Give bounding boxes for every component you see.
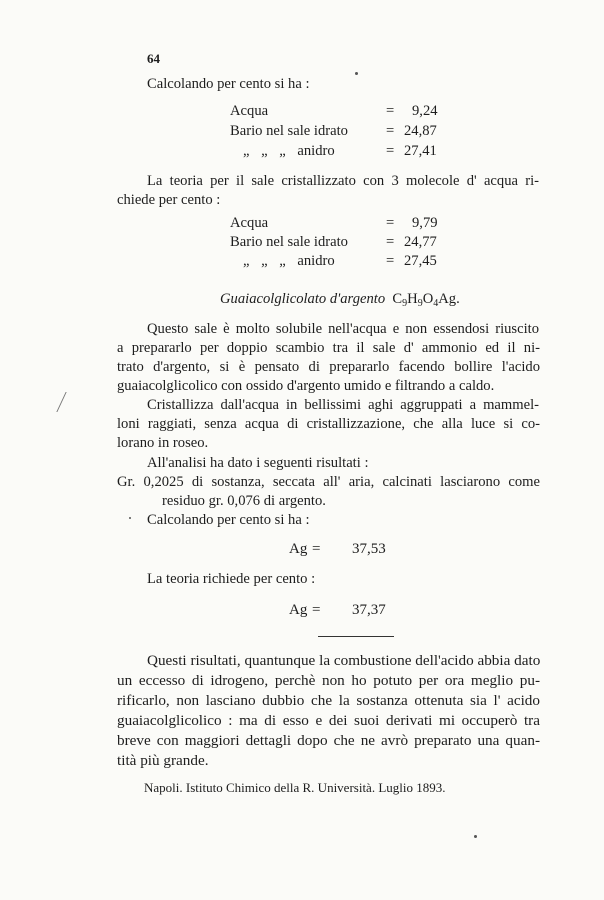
formula: $C_9H_9O_4Ag$. bbox=[392, 291, 460, 309]
found-equals: = bbox=[312, 541, 321, 557]
row-value: 27,41 bbox=[404, 143, 437, 159]
theory-line-2: chiede per cento : bbox=[117, 192, 221, 208]
paragraph-line: Questi risultati, quantunque la combustione dell'acido abbia dato bbox=[147, 652, 541, 669]
paragraph-line: trato d'argento, si è pensato di prepararlo facendo bollire l'acido bbox=[117, 359, 540, 375]
row-value: 24,87 bbox=[404, 123, 437, 139]
row-equals: = bbox=[386, 253, 395, 269]
calc-intro-2: Calcolando per cento si ha : bbox=[147, 512, 310, 528]
theory-equals: = bbox=[312, 602, 321, 618]
compound-heading bbox=[220, 290, 460, 313]
found-value: 37,53 bbox=[352, 541, 386, 557]
compound-name: Guaiacolglicolato d'argento bbox=[220, 291, 386, 307]
theory-intro: La teoria richiede per cento : bbox=[147, 571, 316, 587]
row-equals: = bbox=[386, 123, 395, 139]
row-label: Bario nel sale idrato bbox=[230, 234, 348, 250]
paragraph-line: Cristallizza dall'acqua in bellissimi aghi aggruppati a mammel- bbox=[147, 397, 539, 413]
row-equals: = bbox=[386, 234, 395, 250]
paragraph-line: guaiacolglicolico : ma di esso e dei suoi derivati mi occuperò tra bbox=[117, 712, 540, 729]
theory-label: Ag bbox=[289, 602, 308, 618]
scan-speck bbox=[129, 517, 131, 519]
paragraph-line: rificarlo, non lasciano dubbio che la sostanza ottenuta sia l' acido bbox=[117, 692, 540, 709]
signature-line: Napoli. Istituto Chimico della R. Università. Luglio 1893. bbox=[144, 780, 446, 795]
analysis-line-2: residuo gr. 0,076 di argento. bbox=[162, 493, 326, 509]
calc-intro: Calcolando per cento si ha : bbox=[147, 76, 310, 92]
row-label: Acqua bbox=[230, 215, 269, 231]
row-equals: = bbox=[386, 103, 395, 119]
paragraph-line: breve con maggiori dettagli dopo che ne avrò preparato una quan- bbox=[117, 732, 540, 749]
theory-line-1: La teoria per il sale cristallizzato con 3 molecole d' acqua ri- bbox=[147, 173, 539, 189]
paragraph-line: loni raggiati, senza acqua di cristallizzazione, che alla luce si co- bbox=[117, 416, 540, 432]
analysis-intro: All'analisi ha dato i seguenti risultati : bbox=[147, 455, 369, 471]
scan-speck bbox=[474, 835, 477, 838]
theory-value: 37,37 bbox=[352, 602, 386, 618]
row-label: Acqua bbox=[230, 103, 269, 119]
paragraph-line: guaiacolglicolico con ossido d'argento umido e filtrando a caldo. bbox=[117, 378, 495, 394]
paragraph-line: a prepararlo per doppio scambio tra il sale d' ammonio ed il ni- bbox=[117, 340, 540, 356]
row-label: „ „ „ anidro bbox=[243, 253, 335, 269]
paragraph-line: tità più grande. bbox=[117, 752, 209, 769]
page-number: 64 bbox=[147, 51, 160, 66]
margin-mark bbox=[56, 392, 75, 412]
row-equals: = bbox=[386, 215, 395, 231]
row-value: 9,24 bbox=[412, 103, 438, 119]
found-label: Ag bbox=[289, 541, 308, 557]
row-label: Bario nel sale idrato bbox=[230, 123, 348, 139]
row-equals: = bbox=[386, 143, 395, 159]
paragraph-line: lorano in roseo. bbox=[117, 435, 209, 451]
scan-speck bbox=[355, 72, 358, 75]
paragraph-line: un eccesso di idrogeno, perchè non ho potuto per ora meglio pu- bbox=[117, 672, 540, 689]
analysis-line-1: Gr. 0,2025 di sostanza, seccata all' aria, calcinati lasciarono come bbox=[117, 474, 540, 490]
row-value: 27,45 bbox=[404, 253, 437, 269]
section-divider bbox=[318, 636, 394, 637]
row-value: 9,79 bbox=[412, 215, 438, 231]
row-label: „ „ „ anidro bbox=[243, 143, 335, 159]
row-value: 24,77 bbox=[404, 234, 437, 250]
paragraph-line: Questo sale è molto solubile nell'acqua e non essendosi riuscito bbox=[147, 321, 539, 337]
